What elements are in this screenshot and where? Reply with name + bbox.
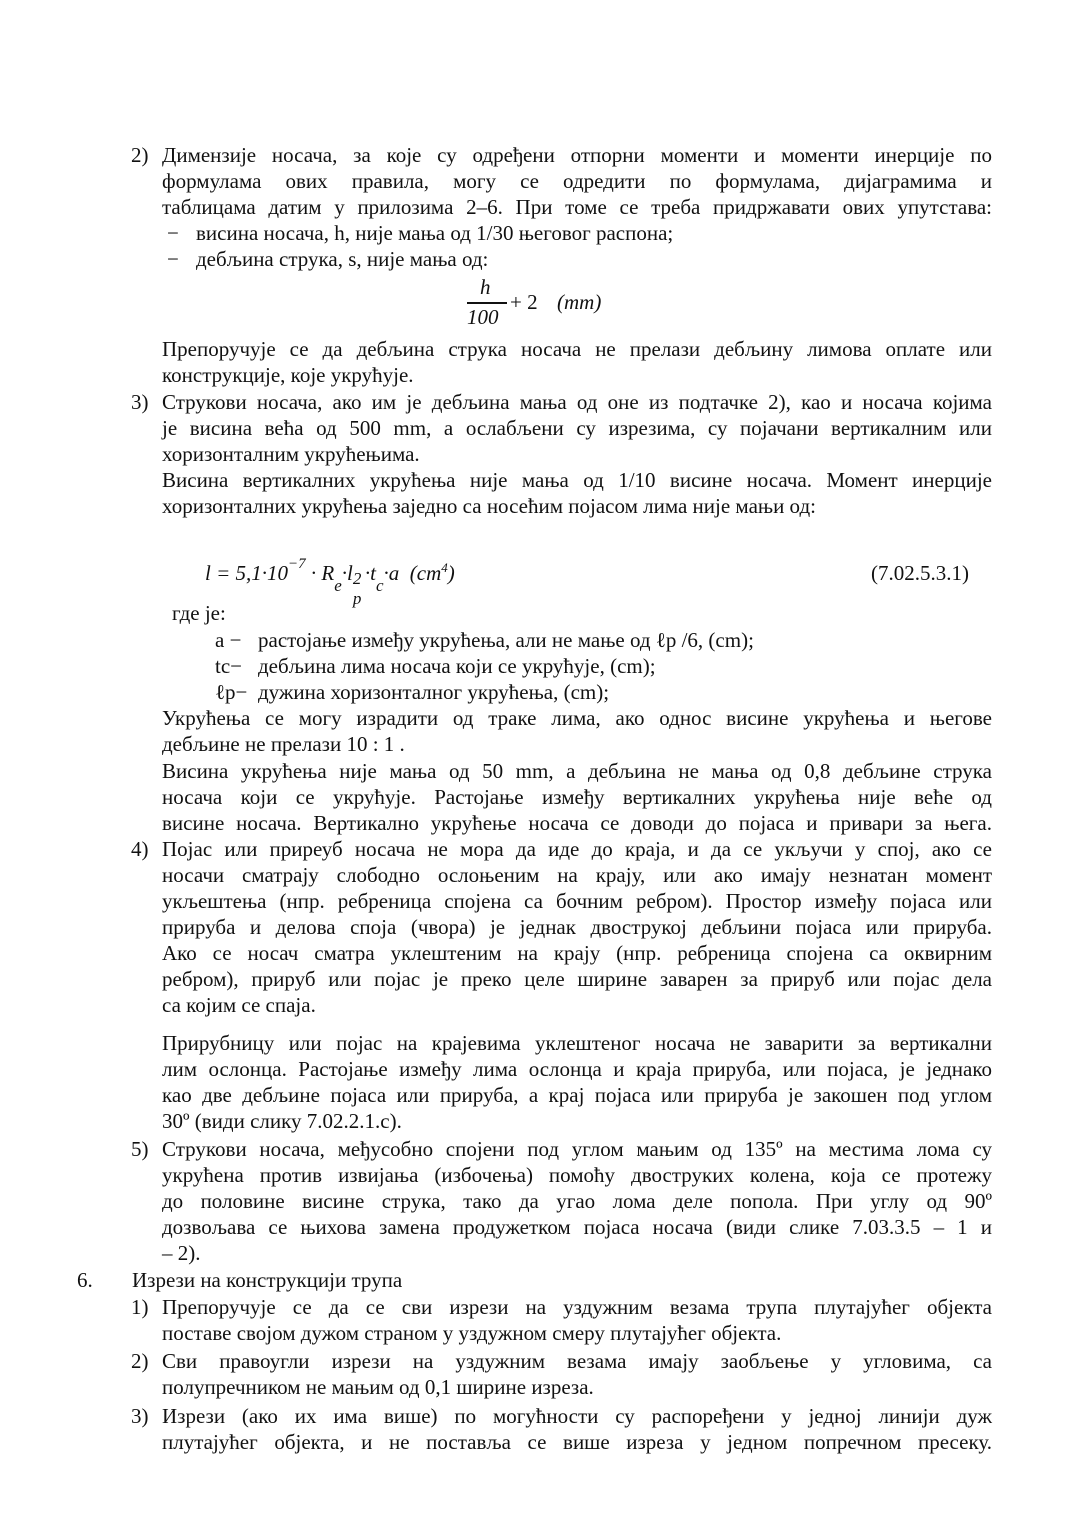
paragraph-line: са којим се спаја. <box>162 993 316 1017</box>
item-number: 4) <box>131 837 149 861</box>
paragraph-line: хоризонталних укрућења заједно са носећим појасом лима није мањи од: <box>162 494 816 518</box>
paragraph-line: висине носача. Вертикално укрућење носача се доводи до појаса и привари за њега. <box>162 811 992 835</box>
item-number: 3) <box>131 1404 149 1428</box>
bullet-text: висина носача, h, није мања од 1/30 његовог распона; <box>196 221 674 245</box>
item-number: 5) <box>131 1137 149 1161</box>
paragraph-line: Висина укрућења није мања од 50 mm, а дебљина не мања од 0,8 дебљине струка <box>162 759 992 783</box>
paragraph-line: до половине висине струка, тако да угао лома деле попола. При углу од 90º <box>162 1189 992 1213</box>
definition-symbol: ℓp− <box>215 680 248 704</box>
paragraph-line: формулама ових правила, могу се одредити по формулама, дијаграмима и <box>162 169 992 193</box>
section-heading: Изрези на конструкцији трупа <box>132 1268 403 1292</box>
paragraph-line: Ако се носач сматра уклештеним на крају (нпр. ребреница спојена са оквирним <box>162 941 992 965</box>
paragraph-line: хоризонталним укрућењима. <box>162 442 420 466</box>
paragraph-line: – 2). <box>162 1241 201 1265</box>
paragraph-line: Изрези (ако их има више) по могућности су распоређени у једној линији дуж <box>162 1404 992 1428</box>
paragraph-line: Укрућења се могу израдити од траке лима, ако однос висине укрућења и његове <box>162 706 992 730</box>
fraction-numerator: h <box>480 275 491 299</box>
paragraph-line: конструкције, које укрућује. <box>162 363 414 387</box>
paragraph-line: Појас или приреуб носача не мора да иде до краја, и да се укључи у спој, ако се <box>162 837 992 861</box>
definition-text: дебљина лима носача који се укрућује, (cm); <box>258 654 656 678</box>
definition-text: растојање између укрућења, али не мање од ℓp /6, (cm); <box>258 628 754 652</box>
paragraph-line: као две дебљине појаса или прируба, а крај појаса или прируба је закошен под углом <box>162 1083 992 1107</box>
paragraph-line: Димензије носача, за које су одређени отпорни моменти и моменти инерције по <box>162 143 992 167</box>
equation: $l = 5,1\cdot 10^{-7} \cdot R_e\cdot l$ 2 p $\cdot t_c\cdot a$ $(cm^4)$ <box>205 556 455 608</box>
paragraph-line: лим ослонца. Растојање између лима ослонца и краја прируба, или појаса, је једнако <box>162 1057 992 1081</box>
fraction-denominator: 100 <box>467 305 499 329</box>
paragraph-line: Висина вертикалних укрућења није мања од 1/10 висине носача. Момент инерције <box>162 468 992 492</box>
paragraph-line: Сви правоугли изрези на уздужним везама имају заобљење у угловима, са <box>162 1349 992 1373</box>
section-number: 6. <box>77 1268 93 1292</box>
paragraph-line: Струкови носача, ако им је дебљина мања од оне из подтачке 2), као и носача којима <box>162 390 992 414</box>
bullet-dash: − <box>167 221 179 245</box>
paragraph-line: дебљине не прелази 10 : 1 . <box>162 732 405 756</box>
paragraph-line: плутајућег објекта, и не поставља се више изреза у једном попречном пресеку. <box>162 1430 992 1454</box>
paragraph-line: 30º (види слику 7.02.2.1.c). <box>162 1109 402 1133</box>
formula-unit: (mm) <box>557 290 602 314</box>
bullet-dash: − <box>167 247 179 271</box>
paragraph-line: поставе својом дужом страном у уздужном смеру плутајућег објекта. <box>162 1321 782 1345</box>
fraction-bar <box>467 302 507 304</box>
bullet-text: дебљина струка, s, није мања од: <box>196 247 489 271</box>
paragraph-line: носачи сматрају слободно ослоњеним на крају, или ако имају незнатан момент <box>162 863 992 887</box>
definition-text: дужина хоризонталног укрућења, (cm); <box>258 680 610 704</box>
item-number: 2) <box>131 143 149 167</box>
item-number: 2) <box>131 1349 149 1373</box>
paragraph-line: носача који се укрућује. Растојање између вертикалних укрућења није веће од <box>162 785 992 809</box>
equation-number: (7.02.5.3.1) <box>871 561 969 585</box>
definition-symbol: tc− <box>215 654 242 678</box>
paragraph-line: таблицама датим у прилозима 2–6. При томе се треба придржавати ових упутстава: <box>162 195 992 219</box>
item-number: 1) <box>131 1295 149 1319</box>
paragraph-line: укљештења (нпр. ребреница спојена са бочним ребром). Простор између појаса или <box>162 889 992 913</box>
paragraph-line: је висина већа од 500 mm, а ослабљени су изрезима, су појачани вертикалним или <box>162 416 992 440</box>
paragraph-line: Препоручује се да се сви изрези на уздужним везама трупа плутајућег објекта <box>162 1295 992 1319</box>
paragraph-line: Препоручује се да дебљина струка носача не прелази дебљину лимова оплате или <box>162 337 992 361</box>
paragraph-line: прируба и делова споја (чвора) је једнак двострукој дебљини појаса или прируба. <box>162 915 992 939</box>
formula-plus: + 2 <box>510 290 538 314</box>
paragraph-line: дозвољава се њихова замена продужетком појаса носача (види слике 7.03.3.5 – 1 и <box>162 1215 992 1239</box>
paragraph-line: Прирубницу или појас на крајевима уклештеног носача не заварити за вертикални <box>162 1031 992 1055</box>
paragraph-line: укрућена против извијања (избочења) помоћу двоструких колена, која се протежу <box>162 1163 992 1187</box>
paragraph-line: ребром), прируб или појас је преко целе ширине заварен за прируб или појас дела <box>162 967 992 991</box>
paragraph-line: Струкови носача, међусобно спојени под углом мањим од 135º на местима лома су <box>162 1137 992 1161</box>
item-number: 3) <box>131 390 149 414</box>
paragraph-line: полупречником не мањим од 0,1 ширине изреза. <box>162 1375 594 1399</box>
where-label: где је: <box>172 601 226 625</box>
definition-symbol: a − <box>215 628 242 652</box>
